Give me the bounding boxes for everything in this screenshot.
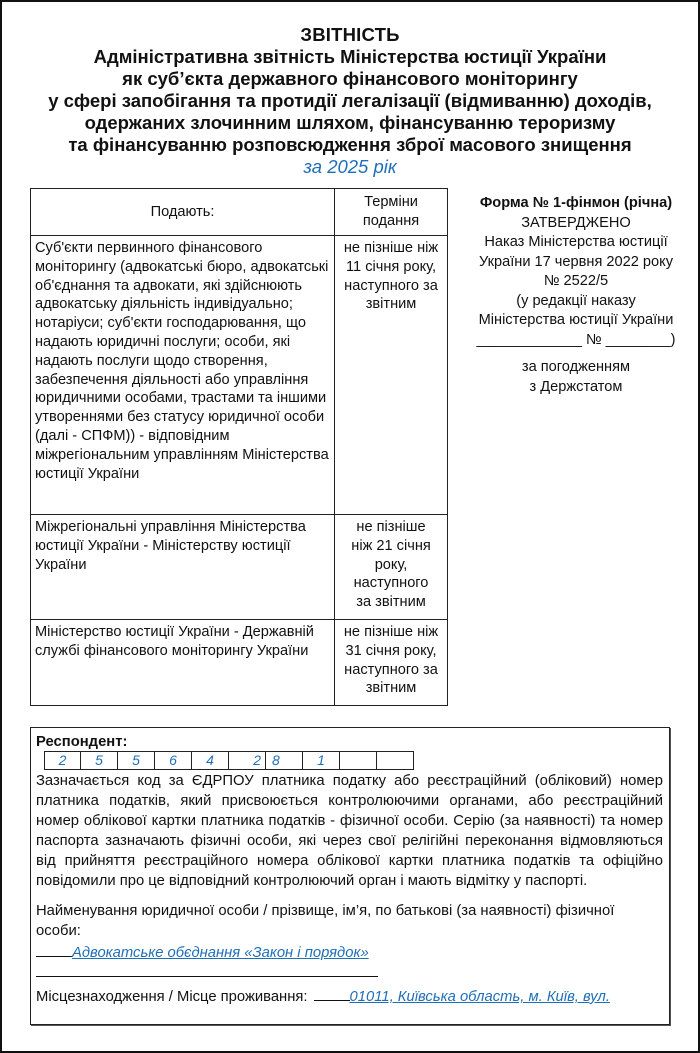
respondent-label: Респондент:: [36, 734, 128, 750]
code-digit-box[interactable]: 4: [192, 751, 229, 770]
name-label: Найменування юридичної особи / прізвище, ім’я, по батькові (за наявності) фізичної особи:: [36, 903, 615, 939]
approved-label: ЗАТВЕРДЖЕНО: [521, 214, 631, 231]
form-number: Форма № 1-фінмон (річна): [479, 195, 673, 211]
report-header: [0, 24, 700, 178]
address-value[interactable]: 01011, Київська область, м. Київ, вул.: [349, 989, 610, 1005]
name-field[interactable]: [36, 941, 663, 963]
code-digit-box[interactable]: 6: [155, 751, 192, 770]
agreement-line: за погодженням: [521, 359, 631, 375]
report-year: за 2025 рік: [303, 156, 397, 177]
code-digit-box[interactable]: 5: [118, 751, 155, 770]
order-line: України 17 червня 2022 року: [478, 253, 674, 270]
deadline-cell: не пізніше ніж 31 січня року, наступного за звітним: [335, 620, 448, 706]
code-description: Зазначається код за ЄДРПОУ платника податку або реєстраційний (обліковий) номер платника податків, який присвоюється контролюючими органами, або реєстраційний номер облікової картки платника податків - фізичної особи. Серію (за наявності) та номер паспорта зазначають фізичні особи, які через свої релігійні переконання відмовляються від прийняття реєстраційного номера облікової картки платника податків та офіційно повідомили про це відповідний контролюючий орган і мають відмітку у паспорті.: [36, 773, 663, 889]
table-header-row: [31, 189, 448, 236]
column-header-submitters: Подають:: [31, 189, 335, 236]
code-digit-box[interactable]: 2: [44, 751, 81, 770]
submission-table: [30, 188, 448, 706]
address-leading-blank: [314, 985, 350, 1001]
submitter-cell: Суб'єкти первинного фінансового моніторингу (адвокатські бюро, адвокатські об'єднання та адвокати, які здійснюють адвокатську діяльність індивідуально; нотаріуси; суб'єкти господарювання, що надають юридичні послуги; особи, які надають послуги щодо створення, забезпечення діяльності або управління юридичними особами, трастами та іншими утвореннями без статусу юридичної особи (далі - СПФМ)) - відповідним міжрегіональним управлінням Міністерства юстиції України: [31, 236, 335, 515]
table-row: [31, 515, 448, 620]
address-field[interactable]: [36, 985, 663, 1007]
form-approval-block: [452, 194, 700, 397]
report-subtitle-line: одержаних злочинним шляхом, фінансуванню тероризму: [84, 112, 616, 133]
report-subtitle-line: як суб’єкта державного фінансового моніторингу: [122, 68, 578, 89]
report-title: ЗВІТНІСТЬ: [300, 24, 400, 45]
respondent-code-field[interactable]: [44, 751, 663, 770]
respondent-section: [30, 727, 670, 1025]
code-digit-box[interactable]: 8: [266, 751, 303, 770]
order-number: № 2522/5: [543, 273, 609, 289]
name-continuation-line[interactable]: [36, 963, 378, 977]
report-subtitle-line: у сфері запобігання та протидії легалізації (відмиванню) доходів,: [48, 90, 652, 111]
edition-blank-line: _____________ № ________): [476, 331, 676, 348]
edition-line: (у редакції наказу: [516, 292, 636, 309]
report-subtitle-line: Адміністративна звітність Міністерства юстиції України: [93, 46, 607, 67]
agreement-line: з Держстатом: [529, 378, 623, 395]
code-digit-box[interactable]: [377, 751, 414, 770]
code-digit-box[interactable]: 2: [229, 751, 266, 770]
code-digit-box[interactable]: 5: [81, 751, 118, 770]
order-line: Наказ Міністерства юстиції: [484, 234, 668, 250]
edition-line: Міністерства юстиції України: [478, 312, 674, 328]
code-digit-box[interactable]: 1: [303, 751, 340, 770]
name-leading-blank: [36, 941, 72, 957]
name-value[interactable]: Адвокатське обєднання «Закон і порядок»: [72, 945, 369, 961]
table-row: [31, 620, 448, 706]
deadline-cell: не пізніше ніж 21 січня року, наступного за звітним: [335, 515, 448, 620]
report-subtitle-line: та фінансуванню розповсюдження зброї масового знищення: [68, 134, 632, 155]
code-digit-box[interactable]: [340, 751, 377, 770]
submitter-cell: Міжрегіональні управління Міністерства юстиції України - Міністерству юстиції України: [31, 515, 335, 620]
submitter-cell: Міністерство юстиції України - Державній службі фінансового моніторингу України: [31, 620, 335, 706]
column-header-deadlines: Терміни подання: [335, 189, 448, 236]
address-label: Місцезнаходження / Місце проживання:: [36, 989, 308, 1005]
deadline-cell: не пізніше ніж 11 січня року, наступного за звітним: [335, 236, 448, 515]
table-row: [31, 236, 448, 515]
